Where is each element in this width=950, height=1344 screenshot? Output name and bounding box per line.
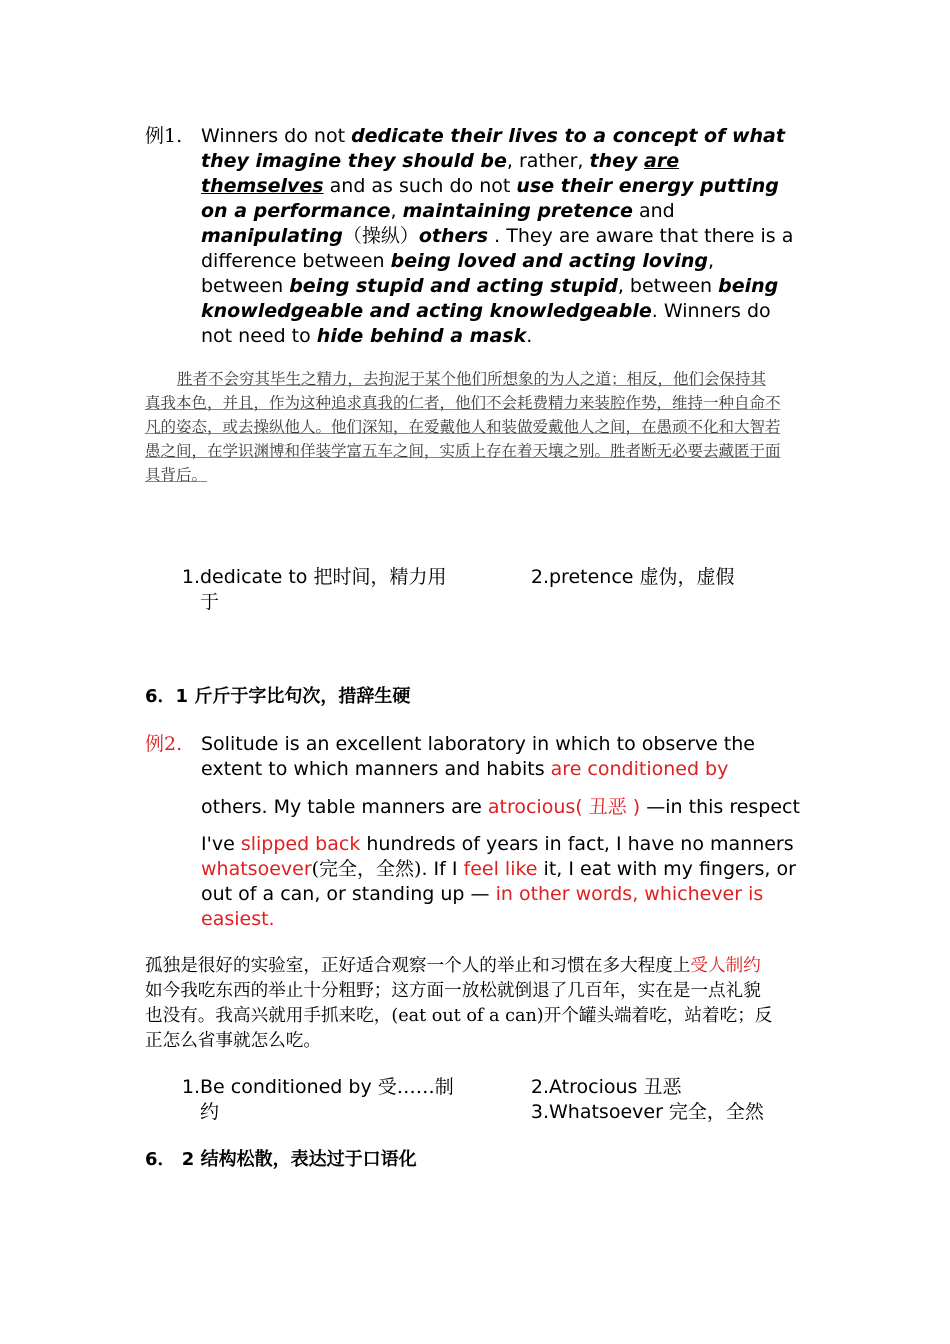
example2-translation bbox=[145, 954, 810, 1054]
text-run: out of a can, or standing up — bbox=[201, 883, 496, 905]
vocab-en: dedicate to bbox=[200, 566, 314, 588]
vocab-en: pretence bbox=[549, 566, 640, 588]
vocab-cn-cont: 于 bbox=[200, 591, 220, 613]
text-run: , bbox=[390, 200, 403, 222]
example2-label: 例2. bbox=[145, 733, 183, 755]
text-run: Winners do not bbox=[201, 125, 352, 147]
text-run: ) bbox=[632, 796, 641, 818]
text-line bbox=[201, 274, 813, 299]
text-run: )开个罐头端着吃，站着吃；反 bbox=[536, 1006, 773, 1026]
text-run: （操纵） bbox=[342, 225, 419, 247]
text-run: they bbox=[589, 150, 645, 172]
text-run: difference between bbox=[201, 250, 391, 272]
example1-label: 例1. bbox=[145, 125, 183, 147]
vocab-en: Whatsoever bbox=[549, 1101, 669, 1123]
text-run: easiest. bbox=[201, 908, 275, 930]
text-line bbox=[201, 149, 813, 174]
text-run: hundreds of years in fact, I have no manners bbox=[360, 833, 794, 855]
heading-text: 斤斤于字比句次，措辞生硬 bbox=[194, 686, 411, 707]
vocab-cn: 丑恶 bbox=[643, 1076, 682, 1098]
text-run: others. My table manners are bbox=[201, 796, 488, 818]
text-run: Solitude is an excellent laboratory in which to observe the bbox=[201, 733, 755, 755]
text-run: others bbox=[418, 225, 489, 247]
text-run: are conditioned by bbox=[550, 758, 729, 780]
text-run: on a performance bbox=[201, 200, 391, 222]
text-line bbox=[201, 857, 813, 882]
text-run: being stupid and acting stupid bbox=[289, 275, 618, 297]
text-line bbox=[201, 907, 813, 932]
vocab-item-pretence bbox=[521, 565, 821, 590]
example1-text bbox=[201, 124, 813, 349]
text-run: 正怎么省事就怎么吃。 bbox=[145, 1031, 321, 1051]
text-line bbox=[201, 224, 813, 249]
text-line bbox=[201, 882, 813, 907]
text-line bbox=[145, 1029, 810, 1054]
text-line bbox=[201, 199, 813, 224]
text-run: extent to which manners and habits bbox=[201, 758, 551, 780]
text-run: , rather, bbox=[506, 150, 590, 172]
text-run: . If I bbox=[421, 858, 464, 880]
example2-text bbox=[201, 732, 813, 932]
text-run: 丑恶 bbox=[582, 796, 633, 818]
text-run: 如今我吃东西的举止十分粗野；这方面一放松就倒退了几百年，实在是一点礼貌 bbox=[145, 981, 761, 1001]
text-run: (完全，全然) bbox=[311, 858, 422, 880]
text-run: are bbox=[644, 150, 680, 172]
vocab-cn: 完全，全然 bbox=[668, 1101, 764, 1123]
text-run: maintaining pretence bbox=[402, 200, 633, 222]
text-line bbox=[145, 954, 810, 979]
vocab-number: 2. bbox=[530, 1076, 549, 1098]
text-run: it, I eat with my fingers, or bbox=[537, 858, 796, 880]
text-line bbox=[201, 324, 813, 349]
vocab-cn: 把时间，精力用 bbox=[313, 566, 447, 588]
text-run: and bbox=[632, 200, 675, 222]
text-run: eat out of a can bbox=[398, 1006, 537, 1026]
text-run: . bbox=[526, 325, 533, 347]
text-run: whatsoever bbox=[201, 858, 312, 880]
vocab-en: Atrocious bbox=[549, 1076, 644, 1098]
text-line bbox=[201, 249, 813, 274]
text-line bbox=[201, 795, 813, 820]
text-run: slipped back bbox=[240, 833, 361, 855]
text-run: 孤独是很好的实验室，正好适合观察一个人的举止和习惯在多大程度上 bbox=[145, 956, 691, 976]
heading-number: 6．1 bbox=[145, 686, 189, 707]
text-run: 受人制约 bbox=[690, 956, 761, 976]
text-line bbox=[201, 174, 813, 199]
text-run: they imagine they should be bbox=[201, 150, 507, 172]
vocab-number: 3. bbox=[530, 1101, 549, 1123]
text-run: atrocious( bbox=[487, 796, 583, 818]
heading-number: 6． 2 bbox=[145, 1149, 195, 1170]
text-run: , between bbox=[617, 275, 719, 297]
vocab-cn: 受……制 bbox=[377, 1076, 454, 1098]
vocab-en: Be conditioned by bbox=[200, 1076, 378, 1098]
text-line bbox=[201, 124, 813, 149]
text-run: not need to bbox=[201, 325, 317, 347]
text-line bbox=[201, 757, 813, 782]
text-run: , bbox=[708, 250, 715, 272]
vocab-item-whatsoever bbox=[521, 1100, 821, 1125]
text-line bbox=[201, 299, 813, 324]
vocab-item-atrocious bbox=[521, 1075, 821, 1100]
text-line bbox=[201, 732, 813, 757]
text-line bbox=[201, 832, 813, 857]
text-run: being bbox=[718, 275, 779, 297]
vocab-item-conditioned bbox=[172, 1075, 472, 1125]
vocab-number: 1. bbox=[181, 566, 200, 588]
section-heading-6-2 bbox=[145, 1148, 417, 1172]
section-heading-6-1 bbox=[145, 685, 410, 709]
vocab-item-dedicate bbox=[172, 565, 472, 615]
text-run: manipulating bbox=[201, 225, 343, 247]
vocab-number: 1. bbox=[181, 1076, 200, 1098]
text-run: and as such do not bbox=[323, 175, 517, 197]
text-run: being loved and acting loving bbox=[390, 250, 708, 272]
text-run: 也没有。我高兴就用手抓来吃，( bbox=[145, 1006, 399, 1026]
text-run: between bbox=[201, 275, 290, 297]
text-run: knowledgeable and acting knowledgeable bbox=[201, 300, 652, 322]
text-run: hide behind a mask bbox=[316, 325, 527, 347]
vocab-number: 2. bbox=[530, 566, 549, 588]
text-run: I've bbox=[201, 833, 241, 855]
text-run: dedicate their lives to a concept of what bbox=[351, 125, 785, 147]
text-run: —in this respect bbox=[640, 796, 800, 818]
text-run: use their energy putting bbox=[516, 175, 779, 197]
heading-text: 结构松散，表达过于口语化 bbox=[200, 1149, 417, 1170]
text-line bbox=[145, 1004, 810, 1029]
vocab-cn-cont: 约 bbox=[200, 1101, 220, 1123]
text-run: . They are aware that there is a bbox=[488, 225, 794, 247]
text-run: in other words, whichever is bbox=[495, 883, 764, 905]
vocab-cn: 虚伪，虚假 bbox=[639, 566, 735, 588]
text-line bbox=[145, 979, 810, 1004]
translation-scan-image: 胜者不会穷其毕生之精力，去拘泥于某个他们所想象的为人之道；相反，他们会保持其真我本色，并且，作为这种追求真我的仁者，他们不会耗费精力来装腔作势，维持一种自命不凡的姿态，或去操纵他人。他们深知，在爱戴他人和装做爱戴他人之间，在愚顽不化和大智若愚之间，在学识渊博和佯装学富五车之间，实质上存在着天壤之别。胜者断无必要去藏匿于面具背后。 bbox=[145, 370, 781, 484]
text-run: feel like bbox=[463, 858, 538, 880]
text-run: . Winners do bbox=[651, 300, 771, 322]
text-run: themselves bbox=[201, 175, 324, 197]
